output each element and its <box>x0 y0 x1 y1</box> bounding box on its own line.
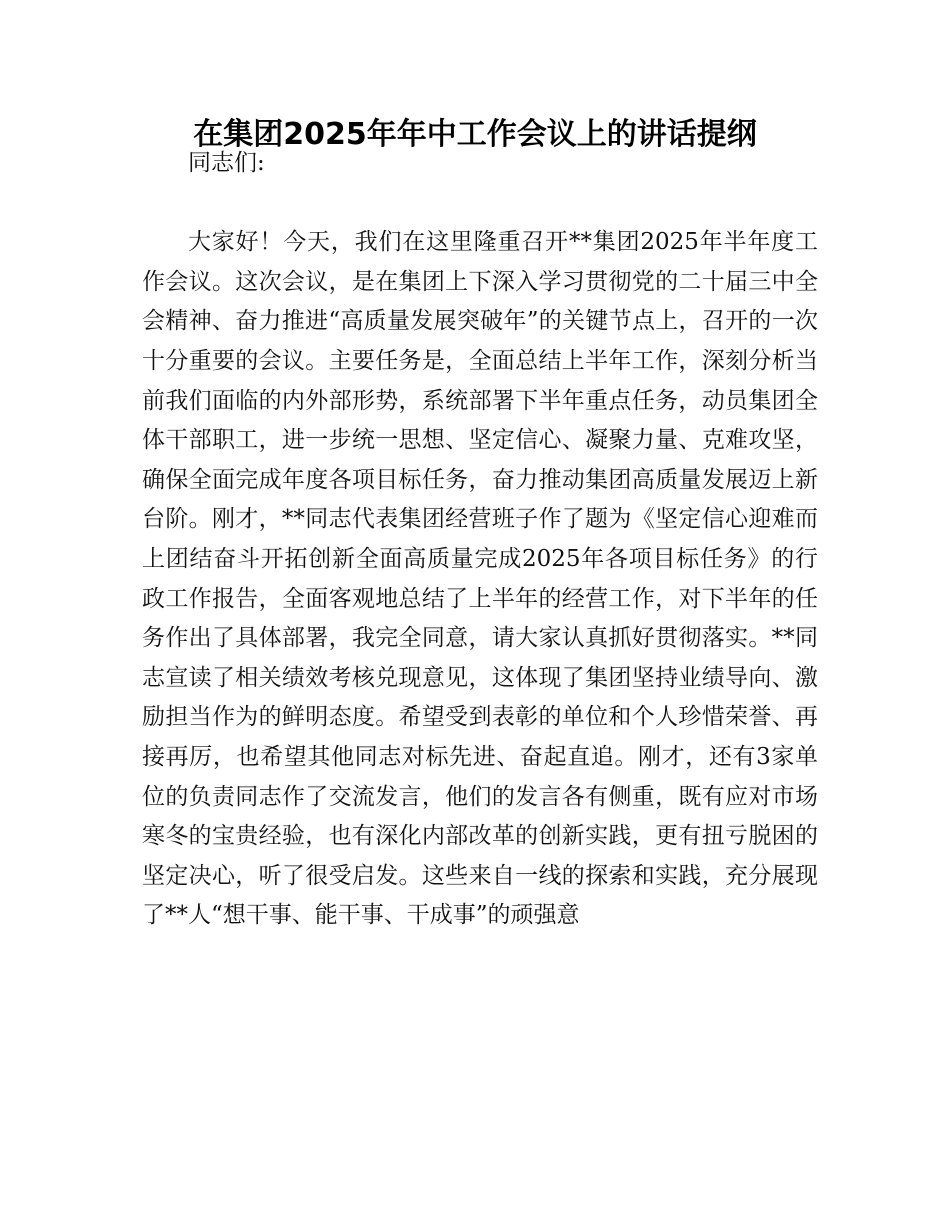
paragraph: 大家好！今天，我们在这里隆重召开**集团2025年半年度工作会议。这次会议，是在集团上下深入学习贯彻党的二十届三中全会精神、奋力推进“高质量发展突破年”的关键节点上，召开的一次十分重要的会议。主要任务是，全面总结上半年工作，深刻分析当前我们面临的内外部形势，系统部署下半年重点任务，动员集团全体干部职工，进一步统一思想、坚定信心、凝聚力量、克难攻坚，确保全面完成年度各项目标任务，奋力推动集团高质量发展迈上新台阶。刚才，**同志代表集团经营班子作了题为《坚定信心迎难而上团结奋斗开拓创新全面高质量完成2025年各项目标任务》的行政工作报告，全面客观地总结了上半年的经营工作，对下半年的任务作出了具体部署，我完全同意，请大家认真抓好贯彻落实。**同志宣读了相关绩效考核兑现意见，这体现了集团坚持业绩导向、激励担当作为的鲜明态度。希望受到表彰的单位和个人珍惜荣誉、再接再厉，也希望其他同志对标先进、奋起直追。刚才，还有3家单位的负责同志作了交流发言，他们的发言各有侧重，既有应对市场寒冬的宝贵经验，也有深化内部改革的创新实践，更有扭亏脱困的坚定决心，听了很受启发。这些来自一线的探索和实践，充分展现了**人“想干事、能干事、干成事”的顽强意 <box>142 229 818 929</box>
document-title: 在集团2025年年中工作会议上的讲话提纲 <box>193 117 757 152</box>
greeting: 同志们: <box>188 150 265 176</box>
document-body <box>142 144 818 936</box>
